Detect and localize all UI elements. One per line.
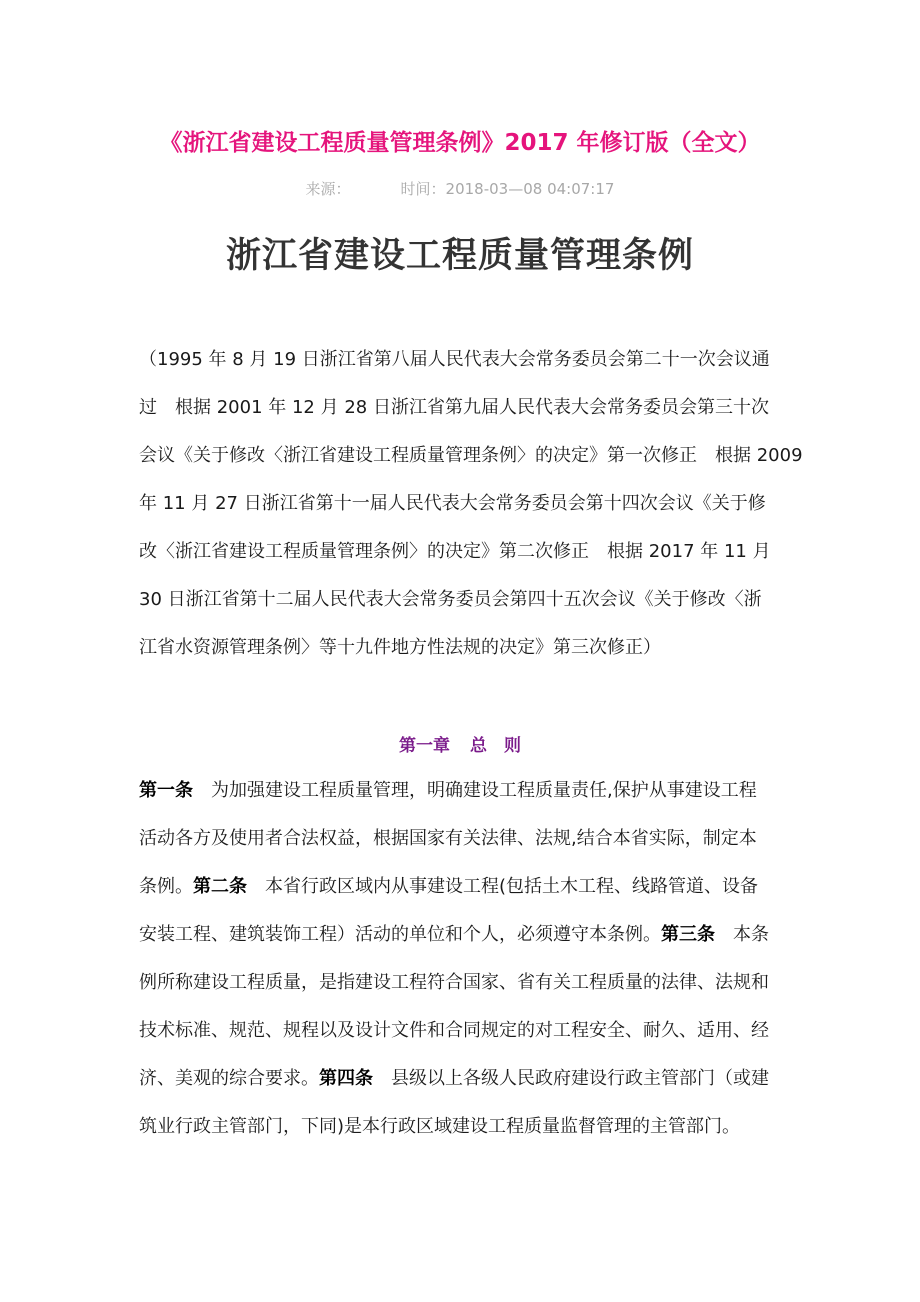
body-line [139, 1019, 769, 1043]
body-text: 条例。 [139, 876, 193, 897]
body-text: 活动各方及使用者合法权益，根据国家有关法律、法规,结合本省实际，制定本 [139, 828, 757, 849]
body-line [139, 827, 757, 851]
body-text: 例所称建设工程质量，是指建设工程符合国家、省有关工程质量的法律、法规和 [139, 972, 769, 993]
body-text: 筑业行政主管部门，下同)是本行政区域建设工程质量监督管理的主管部门。 [139, 1116, 741, 1137]
preamble-line: 改〈浙江省建设工程质量管理条例〉的决定》第二次修正 根据 2017 年 11 月 [139, 541, 771, 562]
body-text: 济、美观的综合要求。 [139, 1068, 319, 1089]
body-line [139, 923, 769, 947]
body-text: 为加强建设工程质量管理，明确建设工程质量责任,保护从事建设工程 [193, 780, 757, 801]
preamble-line: 30 日浙江省第十二届人民代表大会常务委员会第四十五次会议《关于修改〈浙 [139, 589, 762, 610]
article-headline: 《浙江省建设工程质量管理条例》2017 年修订版（全文） [159, 130, 761, 156]
preamble-line: 会议《关于修改〈浙江省建设工程质量管理条例〉的决定》第一次修正 根据 2009 [139, 445, 803, 466]
publish-time: 时间：2018-03—08 04:07:17 [400, 180, 615, 198]
body-text: 县级以上各级人民政府建设行政主管部门（或建 [373, 1068, 769, 1089]
article-number: 第三条 [661, 924, 715, 945]
body-text: 本省行政区域内从事建设工程(包括土木工程、线路管道、设备 [247, 876, 759, 897]
body-line [139, 779, 757, 803]
chapter-number: 第一章 [399, 736, 450, 756]
article-number: 第二条 [193, 876, 247, 897]
body-text: 本条 [715, 924, 769, 945]
body-line [139, 1115, 740, 1139]
article-number: 第四条 [319, 1068, 373, 1089]
preamble-line: （1995 年 8 月 19 日浙江省第八届人民代表大会常务委员会第二十一次会议通 [139, 349, 770, 370]
body-text: 安装工程、建筑装饰工程）活动的单位和个人，必须遵守本条例。 [139, 924, 661, 945]
body-line [139, 971, 769, 995]
article-number: 第一条 [139, 780, 193, 801]
body-text: 技术标准、规范、规程以及设计文件和合同规定的对工程安全、耐久、适用、经 [139, 1020, 769, 1041]
document-title: 浙江省建设工程质量管理条例 [225, 236, 694, 276]
body-line [139, 875, 758, 899]
chapter-heading [0, 731, 920, 756]
article-meta [0, 178, 920, 199]
preamble-line: 过 根据 2001 年 12 月 28 日浙江省第九届人民代表大会常务委员会第三十次 [139, 397, 769, 418]
source-label: 来源： [305, 180, 351, 198]
body-line [139, 1067, 769, 1091]
preamble-line: 年 11 月 27 日浙江省第十一届人民代表大会常务委员会第十四次会议《关于修 [139, 493, 766, 514]
chapter-name: 总 则 [470, 736, 521, 756]
preamble-line: 江省水资源管理条例〉等十九件地方性法规的决定》第三次修正） [139, 637, 661, 658]
